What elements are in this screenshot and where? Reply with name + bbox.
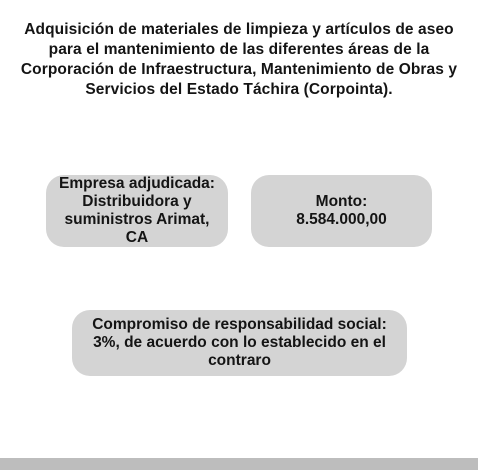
monto-label: Monto: bbox=[315, 193, 368, 210]
monto-content bbox=[296, 193, 387, 229]
empresa-value: Distribuidora y suministros Arimat, CA bbox=[64, 193, 210, 246]
page-title: Adquisición de materiales de limpieza y artículos de aseo para el mantenimiento de las diferentes áreas de la Corporación de Infraestructura, Mantenimiento de Obras y Servicios del Estado Táchira (Corpointa). bbox=[20, 21, 458, 98]
compromiso-social-card bbox=[72, 310, 407, 376]
monto-value: 8.584.000,00 bbox=[296, 211, 387, 228]
empresa-adjudicada-card bbox=[46, 175, 228, 247]
compromiso-text: Compromiso de responsabilidad social: 3%, de acuerdo con lo establecido en el contraro bbox=[92, 316, 387, 369]
empresa-label: Empresa adjudicada: bbox=[59, 175, 215, 192]
bottom-bar bbox=[0, 458, 478, 470]
empresa-content bbox=[52, 175, 222, 247]
monto-card bbox=[251, 175, 432, 247]
